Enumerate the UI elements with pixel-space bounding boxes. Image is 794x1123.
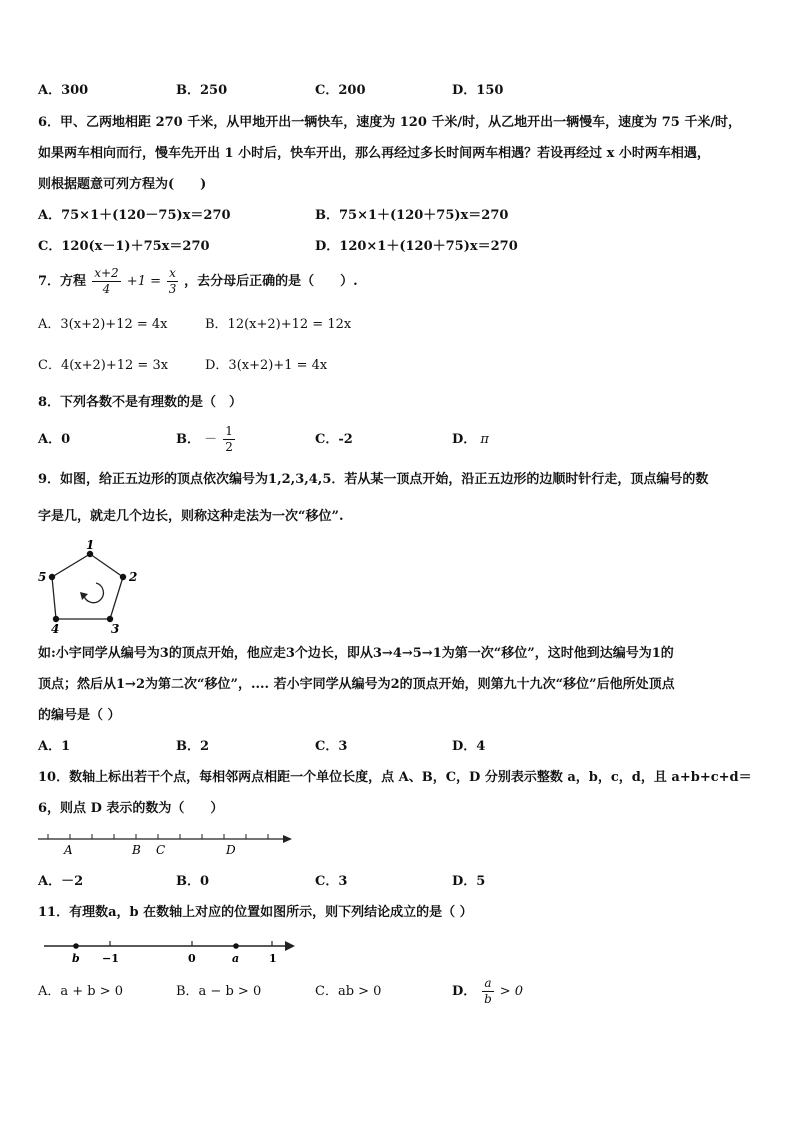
q11-label-b: b bbox=[72, 952, 80, 965]
q10-option-a: A．－2 bbox=[38, 874, 84, 889]
q10-label-b: B bbox=[132, 843, 141, 857]
q7-frac2-numerator: x bbox=[169, 266, 176, 280]
q9-example-line2: 顶点；然后从1→2为第二次“移位”，.... 若小宇同学从编号为2的顶点开始，则第九十九次“移位”后他所处顶点 bbox=[38, 677, 675, 692]
q7-prefix: 7．方程 bbox=[38, 274, 87, 289]
q7-fraction-right bbox=[167, 266, 178, 297]
q8-option-b bbox=[176, 420, 237, 460]
q10-number-line bbox=[36, 828, 306, 858]
q6-option-d: D．120×1＋(120＋75)x＝270 bbox=[315, 239, 518, 254]
q5-option-c: C．200 bbox=[315, 83, 366, 98]
q9-option-c: C．3 bbox=[315, 739, 348, 754]
q9-example-line3: 的编号是（ ） bbox=[38, 708, 121, 723]
q5-option-a: A．300 bbox=[38, 83, 89, 98]
q7-option-b: B．12(x+2)+12 = 12x bbox=[205, 317, 352, 332]
q11-label-0: 0 bbox=[188, 952, 196, 965]
q10-label-d: D bbox=[226, 843, 236, 857]
vertex-label-2: 2 bbox=[129, 570, 138, 584]
pentagon-diagram bbox=[36, 536, 146, 636]
q11-point-b bbox=[73, 943, 79, 949]
q11-option-c: C．ab > 0 bbox=[315, 984, 382, 999]
q11-stem: 11．有理数a，b 在数轴上对应的位置如图所示，则下列结论成立的是（ ） bbox=[38, 905, 473, 920]
q7-option-d: D．3(x+2)+1 = 4x bbox=[205, 358, 328, 373]
q10-ticks bbox=[48, 834, 268, 839]
q8-option-b-numerator: 1 bbox=[225, 424, 233, 438]
q11-point-a bbox=[233, 943, 239, 949]
q10-option-c: C．3 bbox=[315, 874, 348, 889]
pentagon-vertex-5 bbox=[49, 574, 55, 580]
q9-option-a: A．1 bbox=[38, 739, 71, 754]
pentagon-vertex-2 bbox=[120, 574, 126, 580]
vertex-label-3: 3 bbox=[111, 622, 120, 636]
q7-mid: +1 = bbox=[126, 274, 161, 289]
pentagon-shape bbox=[52, 554, 123, 619]
q7-stem bbox=[38, 262, 358, 302]
q8-option-a: A．0 bbox=[38, 432, 71, 447]
q10-axis-arrow-icon bbox=[283, 835, 292, 843]
q11-label-neg1: −1 bbox=[102, 952, 119, 965]
arrowhead-icon bbox=[80, 592, 88, 600]
q7-suffix: ，去分母后正确的是（ ）. bbox=[184, 274, 358, 289]
q6-option-a: A．75×1＋(120－75)x＝270 bbox=[38, 208, 231, 223]
vertex-label-5: 5 bbox=[38, 570, 47, 584]
q10-label-c: C bbox=[156, 843, 166, 857]
q11-label-a: a bbox=[232, 952, 240, 965]
q11-number-line bbox=[40, 932, 310, 966]
q8-option-d-label: D． bbox=[452, 432, 477, 447]
q7-option-a: A．3(x+2)+12 = 4x bbox=[38, 317, 168, 332]
q10-stem-line1: 10．数轴上标出若干个点，每相邻两点相距一个单位长度，点 A、B，C，D 分别表示整数 a，b，c，d，且 a+b+c+d＝ bbox=[38, 770, 752, 785]
q10-option-d: D．5 bbox=[452, 874, 486, 889]
vertex-label-4: 4 bbox=[51, 622, 60, 636]
q11-option-d-fraction bbox=[482, 976, 493, 1007]
q8-option-c: C．-2 bbox=[315, 432, 353, 447]
q5-option-d: D．150 bbox=[452, 83, 504, 98]
q11-option-d-denominator: b bbox=[484, 992, 492, 1006]
q11-axis-arrow-icon bbox=[285, 941, 295, 951]
q9-stem-line2: 字是几，就走几个边长，则称这种走法为一次“移位”. bbox=[38, 509, 344, 524]
vertex-label-1: 1 bbox=[86, 538, 95, 552]
q11-option-d-numerator: a bbox=[484, 976, 492, 990]
q9-option-d: D．4 bbox=[452, 739, 486, 754]
q6-option-b: B．75×1＋(120＋75)x＝270 bbox=[315, 208, 509, 223]
q11-option-d bbox=[452, 972, 523, 1012]
q8-option-b-sign: － bbox=[204, 432, 218, 447]
q10-stem-line2: 6，则点 D 表示的数为（ ） bbox=[38, 801, 224, 816]
clockwise-arrow-icon bbox=[84, 583, 103, 603]
q6-option-c: C．120(x－1)＋75x＝270 bbox=[38, 239, 210, 254]
q6-stem-line3: 则根据题意可列方程为( ) bbox=[38, 177, 207, 192]
q8-stem: 8．下列各数不是有理数的是（ ） bbox=[38, 395, 243, 410]
q9-option-b: B．2 bbox=[176, 739, 210, 754]
q11-label-1: 1 bbox=[269, 952, 277, 965]
q8-option-d-value: π bbox=[480, 432, 489, 447]
q7-fraction-left bbox=[92, 266, 120, 297]
q11-option-a: A．a + b > 0 bbox=[38, 984, 124, 999]
q8-option-b-label: B． bbox=[176, 432, 200, 447]
q8-option-b-fraction bbox=[223, 424, 235, 455]
q7-option-c: C．4(x+2)+12 = 3x bbox=[38, 358, 169, 373]
q6-stem-line2: 如果两车相向而行，慢车先开出 1 小时后，快车开出，那么再经过多长时间两车相遇？若设再经过 x 小时两车相遇， bbox=[38, 146, 710, 161]
q5-option-b: B．250 bbox=[176, 83, 228, 98]
q11-option-b: B．a − b > 0 bbox=[176, 984, 262, 999]
q7-frac1-denominator: 4 bbox=[102, 282, 111, 296]
q7-frac2-denominator: 3 bbox=[168, 282, 177, 296]
q11-option-d-label: D． bbox=[452, 984, 477, 999]
q11-option-d-relation: > 0 bbox=[499, 984, 524, 999]
q6-stem-line1: 6．甲、乙两地相距 270 千米，从甲地开出一辆快车，速度为 120 千米/时，从乙地开出一辆慢车，速度为 75 千米/时， bbox=[38, 115, 742, 130]
q9-stem-line1: 9．如图，给正五边形的顶点依次编号为1,2,3,4,5．若从某一顶点开始，沿正五边形的边顺时针行走，顶点编号的数 bbox=[38, 472, 709, 487]
q10-option-b: B．0 bbox=[176, 874, 210, 889]
q10-label-a: A bbox=[64, 843, 73, 857]
q8-option-b-denominator: 2 bbox=[225, 440, 233, 454]
q9-example-line1: 如:小宇同学从编号为3的顶点开始，他应走3个边长，即从3→4→5→1为第一次“移位”，这时他到达编号为1的 bbox=[38, 646, 674, 661]
q7-frac1-numerator: x+2 bbox=[94, 266, 119, 280]
q8-option-d bbox=[452, 430, 489, 450]
